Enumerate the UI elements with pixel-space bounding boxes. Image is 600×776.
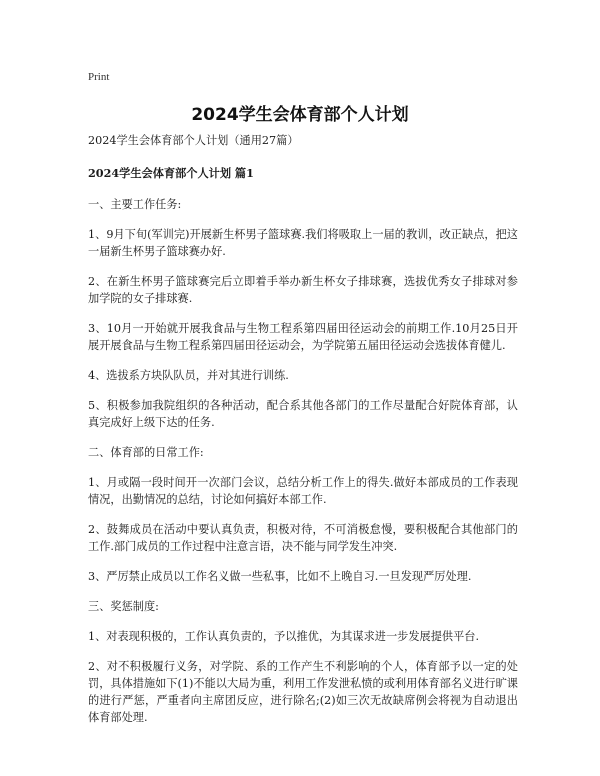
paragraph-daily-2: 2、鼓舞成员在活动中要认真负责，积极对待，不可消极怠慢，要积极配合其他部门的工作.部门成员的工作过程中注意言语，决不能与同学发生冲突. [88,523,518,553]
paragraph-task-3: 3、10月一开始就开展我食品与生物工程系第四届田径运动会的前期工作.10月25日开展开展食品与生物工程系第四届田径运动会，为学院第五届田径运动会选拔体育健儿. [88,322,518,352]
paragraph-daily-3: 3、严厉禁止成员以工作名义做一些私事，比如不上晚自习.一旦发现严厉处理. [88,570,472,583]
section-heading: 2024学生会体育部个人计划 篇1 [88,166,254,180]
document-subtitle: 2024学生会体育部个人计划（通用27篇） [88,134,299,147]
paragraph-task-5: 5、积极参加我院组织的各种活动，配合系其他各部门的工作尽量配合好院体育部，认真完成好上级下达的任务. [88,399,518,429]
heading-daily-work: 二、体育部的日常工作: [88,446,204,459]
print-label: Print [88,71,110,83]
paragraph-task-2: 2、在新生杯男子篮球赛完后立即着手举办新生杯女子排球赛，选拔优秀女子排球对参加学院的女子排球赛. [88,275,518,305]
paragraph-task-4: 4、选拔系方块队队员，并对其进行训练. [88,369,289,382]
document-body [88,132,518,739]
paragraph-daily-1: 1、月或隔一段时间开一次部门会议，总结分析工作上的得失.做好本部成员的工作表现情况，出勤情况的总结，讨论如何搞好本部工作. [88,476,518,506]
heading-main-tasks: 一、主要工作任务: [88,198,182,211]
heading-rewards: 三、奖惩制度: [88,600,159,613]
document-title: 2024学生会体育部个人计划 [191,105,409,125]
paragraph-reward-1: 1、对表现积极的，工作认真负责的，予以推优，为其谋求进一步发展提供平台. [88,630,480,643]
paragraph-task-1: 1、9月下旬(军训完)开展新生杯男子篮球赛.我们将吸取上一届的教训，改正缺点，把这一届新生杯男子篮球赛办好. [88,228,518,258]
paragraph-reward-2: 2、对不积极履行义务，对学院、系的工作产生不利影响的个人，体育部予以一定的处罚，具体措施如下(1)不能以大局为重，利用工作发泄私愤的或利用体育部名义进行旷课的进行严惩，严重者向主席团反应，进行除名;(2)如三次无故缺席例会将视为自动退出体育部处理. [88,660,518,724]
